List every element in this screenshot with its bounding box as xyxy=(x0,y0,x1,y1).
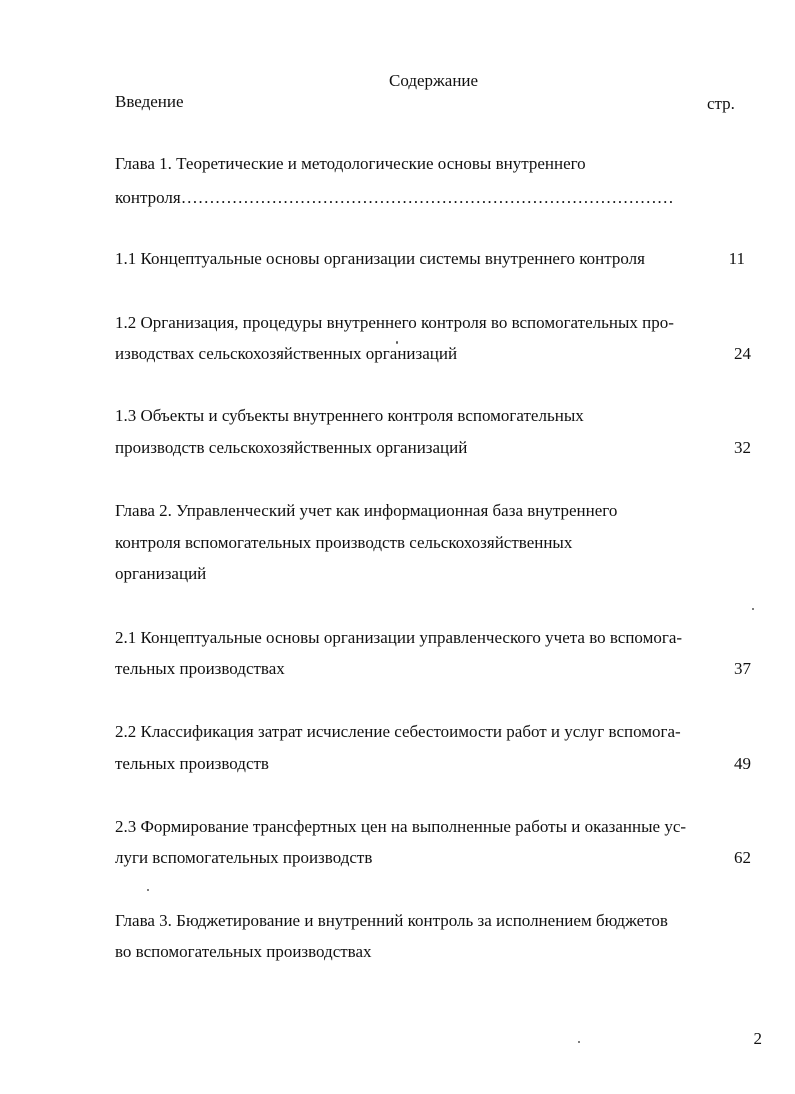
toc-entry-line: Глава 2. Управленческий учет как информационная база внутреннего xyxy=(115,501,618,520)
toc-entry-line: контроля…………………………………………………………………………… xyxy=(115,188,674,207)
toc-entry-line: 2.3 Формирование трансфертных цен на выполненные работы и оказанные ус- xyxy=(115,817,687,836)
scan-speck xyxy=(396,341,398,344)
intro-label: Введение xyxy=(115,92,184,111)
toc-entry-line: Глава 1. Теоретические и методологические основы внутреннего xyxy=(115,154,586,173)
scan-speck xyxy=(147,889,149,891)
toc-entry-line: Глава 3. Бюджетирование и внутренний контроль за исполнением бюджетов xyxy=(115,911,668,930)
toc-page-number: 62 xyxy=(734,848,751,867)
toc-heading: Содержание xyxy=(389,71,479,90)
toc-entry-line: 1.1 Концептуальные основы организации системы внутреннего контроля xyxy=(115,249,645,268)
toc-page-number: 49 xyxy=(734,754,751,773)
toc-entry-line: 2.1 Концептуальные основы организации управленческого учета во вспомога- xyxy=(115,628,683,647)
toc-entry-line: организаций xyxy=(115,564,207,583)
toc-entry-line: во вспомогательных производствах xyxy=(115,942,372,961)
toc-entry-line: 1.3 Объекты и субъекты внутреннего контроля вспомогательных xyxy=(115,406,584,425)
toc-page-number: 11 xyxy=(728,249,745,268)
page-column-label: стр. xyxy=(707,94,735,113)
scan-speck xyxy=(578,1041,580,1043)
toc-entry-line: контроля вспомогательных производств сельскохозяйственных xyxy=(115,533,573,552)
toc-entry-line: 2.2 Классификация затрат исчисление себестоимости работ и услуг вспомога- xyxy=(115,722,681,741)
toc-entry-line: изводствах сельскохозяйственных организаций xyxy=(115,344,458,363)
toc-entry-line: тельных производств xyxy=(115,754,269,773)
toc-entry-line: 1.2 Организация, процедуры внутреннего контроля во вспомогательных про- xyxy=(115,313,674,332)
toc-entry-line: тельных производствах xyxy=(115,659,285,678)
toc-entry-line: производств сельскохозяйственных организаций xyxy=(115,438,468,457)
scan-speck xyxy=(752,608,754,610)
toc-page-number: 24 xyxy=(734,344,751,363)
toc-page-number: 37 xyxy=(734,659,751,678)
toc-entry-line: луги вспомогательных производств xyxy=(115,848,373,867)
page-number: 2 xyxy=(753,1029,762,1048)
toc-page-number: 32 xyxy=(734,438,751,457)
